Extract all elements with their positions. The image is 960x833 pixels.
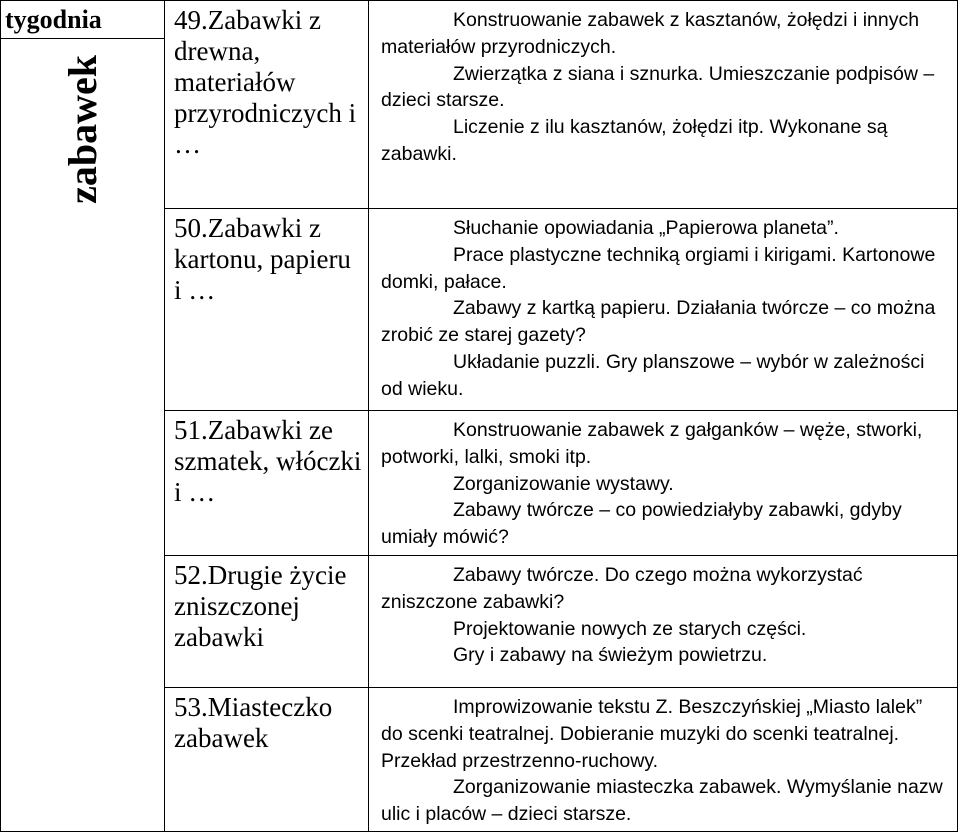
vertical-label-cell	[1, 39, 165, 832]
vertical-label: zabawek	[59, 55, 105, 204]
header-cell	[1, 1, 165, 39]
desc-paragraph: Prace plastyczne techniką orgiami i kirigami. Kartonowe domki, pałace.	[381, 243, 936, 293]
topic-cell-3	[165, 411, 369, 556]
desc-cell-4	[369, 556, 958, 688]
desc-cell-3	[369, 411, 958, 556]
desc-paragraph: Gry i zabawy na świeżym powietrzu.	[453, 644, 768, 667]
topic-51: 51.Zabawki ze szmatek, włóczki i …	[174, 415, 362, 507]
desc-cell-1	[369, 1, 958, 209]
desc-paragraph: Zwierzątka z siana i sznurka. Umieszczanie podpisów – dzieci starsze.	[381, 62, 935, 112]
topic-50: 50.Zabawki z kartonu, papieru i …	[174, 213, 351, 305]
topic-53: 53.Miasteczko zabawek	[174, 692, 333, 753]
desc-cell-5	[369, 688, 958, 832]
desc-paragraph: Zabawy twórcze – co powiedziałyby zabawki, gdyby umiały mówić?	[381, 499, 902, 549]
topic-cell-5	[165, 688, 369, 832]
desc-53	[369, 688, 957, 828]
desc-paragraph: Zabawy twórcze. Do czego można wykorzystać zniszczone zabawki?	[381, 564, 863, 613]
desc-50	[369, 209, 957, 403]
topic-49: 49.Zabawki z drewna, materiałów przyrodniczych i …	[174, 5, 357, 159]
desc-paragraph: Zorganizowanie wystawy.	[453, 472, 674, 495]
topic-cell-1	[165, 1, 369, 209]
desc-paragraph: Konstruowanie zabawek z kasztanów, żołędzi i innych materiałów przyrodniczych.	[381, 9, 920, 58]
topic-cell-4	[165, 556, 369, 688]
desc-51	[369, 411, 957, 551]
desc-49	[369, 1, 957, 168]
topic-cell-2	[165, 209, 369, 411]
desc-paragraph: Słuchanie opowiadania „Papierowa planeta”.	[453, 217, 839, 239]
desc-paragraph: Konstruowanie zabawek z gałganków – węże, stworki, potworki, lalki, smoki itp.	[381, 419, 923, 468]
desc-paragraph: Improwizowanie tekstu Z. Beszczyńskiej „Miasto lalek” do scenki teatralnej. Dobieranie muzyki do scenki teatralnej. Przekład przestrzenno-ruchowy.	[381, 696, 923, 772]
topic-52: 52.Drugie życie zniszczonej zabawki	[174, 560, 347, 652]
desc-paragraph: Zorganizowanie miasteczka zabawek. Wymyślanie nazw ulic i placów – dzieci starsze.	[381, 776, 943, 826]
desc-cell-2	[369, 209, 958, 411]
desc-paragraph: Zabawy z kartką papieru. Działania twórcze – co można zrobić ze starej gazety?	[381, 297, 936, 347]
header-title: tygodnia	[5, 5, 102, 34]
desc-paragraph: Liczenie z ilu kasztanów, żołędzi itp. Wykonane są zabawki.	[381, 116, 888, 165]
desc-paragraph: Układanie puzzli. Gry planszowe – wybór w zależności od wieku.	[381, 350, 925, 400]
desc-paragraph: Projektowanie nowych ze starych części.	[453, 617, 807, 640]
desc-52	[369, 556, 957, 669]
